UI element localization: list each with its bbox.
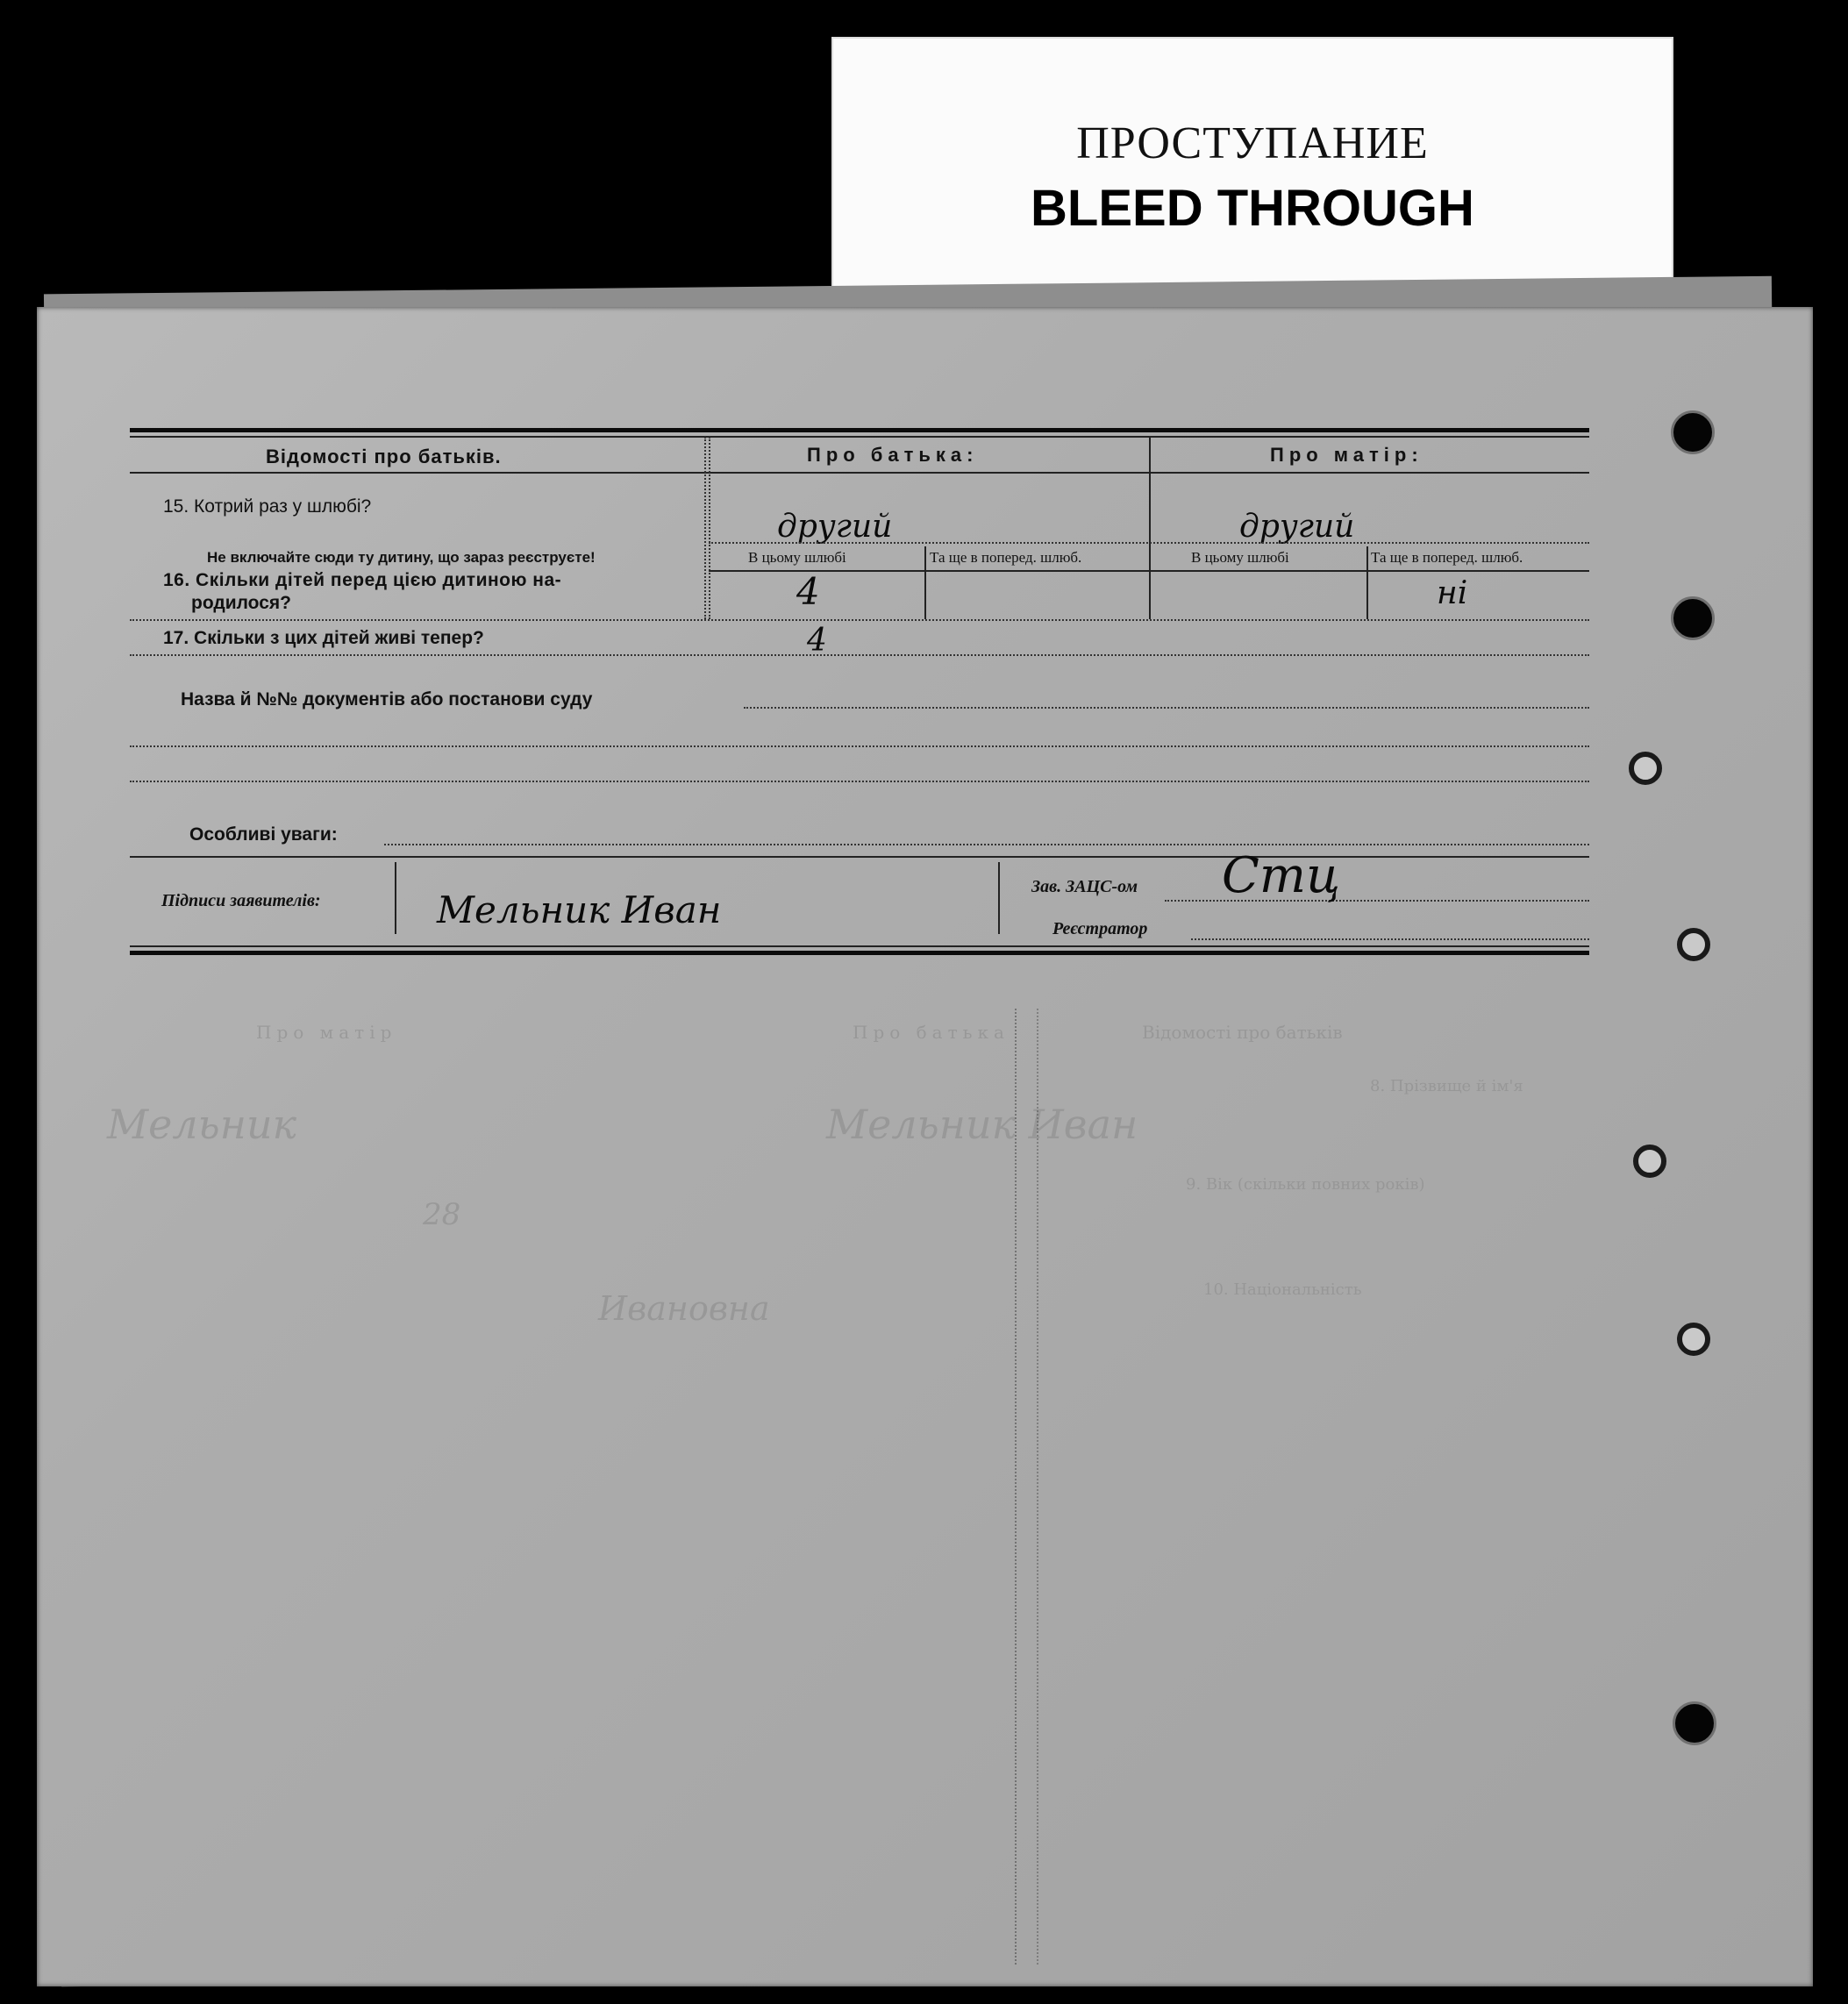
documents-line — [130, 781, 1589, 782]
binder-hole — [1677, 1323, 1710, 1356]
applicant-signature: Мельник Иван — [437, 888, 722, 931]
mother-marriage-count: другий — [1239, 509, 1355, 545]
column-divider — [709, 437, 710, 619]
registrar-signature-line — [1191, 938, 1589, 940]
question-16-label-line2: родилося? — [191, 593, 291, 613]
mother-children-previous-marriage: ні — [1437, 575, 1468, 611]
bleed-column-line — [1037, 1009, 1038, 1965]
documents-label: Назва й №№ документів або постанови суду — [181, 689, 593, 710]
mother-this-marriage-subheading: В цьому шлюбі — [1191, 549, 1289, 566]
section-heading: Відомості про батьків. — [266, 446, 502, 467]
top-border — [130, 428, 1589, 432]
bleed-text: 9. Вік (скільки повних років) — [1186, 1175, 1425, 1194]
target-label-russian: ПРОСТУПАНИЕ — [1076, 118, 1429, 168]
binder-hole — [1677, 928, 1710, 961]
father-column-heading: Про батька: — [807, 444, 979, 466]
binder-hole — [1673, 1701, 1716, 1745]
bleed-text: Про батька — [853, 1022, 1010, 1043]
signatures-label: Підписи заявителів: — [161, 891, 321, 910]
mother-previous-marriage-subheading: Та ще в попеpед. шлюб. — [1371, 549, 1523, 566]
question-17-label: 17. Скільки з цих дітей живі тепер? — [163, 628, 484, 648]
subcolumn-divider — [1366, 546, 1368, 619]
father-this-marriage-subheading: В цьому шлюбі — [748, 549, 846, 566]
signature-box-right — [998, 862, 1000, 934]
head-signature: Стц — [1222, 847, 1341, 904]
binder-hole — [1633, 1145, 1666, 1178]
column-divider — [1149, 437, 1151, 619]
binder-hole — [1629, 752, 1662, 785]
registrar-label: Реєстратор — [1052, 919, 1148, 938]
row-rule — [130, 654, 1589, 656]
subcolumn-divider — [924, 546, 926, 619]
signature-row-top — [130, 856, 1589, 858]
question-16-label-line1: 16. Скільки дітей перед цією дитиною на- — [163, 570, 562, 590]
column-divider — [704, 437, 706, 619]
signature-box-left — [395, 862, 396, 934]
bottom-thin-rule — [130, 945, 1589, 947]
bleed-text: Відомості про батьків — [1142, 1022, 1343, 1043]
head-of-registry-label: Зав. ЗАЦС-ом — [1031, 877, 1138, 896]
binder-hole — [1671, 410, 1715, 454]
bleed-through-target-label — [831, 37, 1673, 296]
father-children-this-marriage: 4 — [796, 570, 820, 613]
question-16-note: Не включайте сюди ту дитину, що зараз реєструєте! — [207, 549, 596, 566]
special-notes-line — [384, 844, 1589, 845]
target-label-english: BLEED THROUGH — [1031, 180, 1474, 237]
special-notes-label: Особливі уваги: — [189, 824, 338, 845]
bleed-text: Мельник — [107, 1101, 297, 1148]
bleed-column-line — [1015, 1009, 1017, 1965]
header-underline — [130, 436, 1589, 438]
father-previous-marriage-subheading: Та ще в попеpед. шлюб. — [930, 549, 1082, 566]
documents-line — [130, 745, 1589, 747]
father-living-children: 4 — [807, 623, 827, 659]
mother-column-heading: Про матір: — [1270, 444, 1423, 466]
bleed-text: Мельник Иван — [826, 1101, 1138, 1148]
bleed-text: Ивановна — [598, 1289, 770, 1328]
row-rule — [130, 619, 1589, 621]
parents-info-form — [130, 428, 1589, 954]
bleed-text: Про матір — [256, 1022, 397, 1043]
question-15-label: 15. Котрий раз у шлюбі? — [163, 496, 372, 517]
bleed-text: 8. Прізвище й ім'я — [1370, 1077, 1523, 1095]
documents-line — [744, 707, 1589, 709]
row-rule — [709, 542, 1589, 544]
bottom-border — [130, 951, 1589, 955]
header-bottom-rule — [130, 472, 1589, 474]
binder-hole — [1671, 596, 1715, 640]
subheading-rule — [709, 570, 1589, 572]
father-marriage-count: другий — [777, 509, 893, 545]
bleed-text: 10. Національність — [1203, 1280, 1362, 1299]
bleed-text: 28 — [423, 1197, 461, 1232]
